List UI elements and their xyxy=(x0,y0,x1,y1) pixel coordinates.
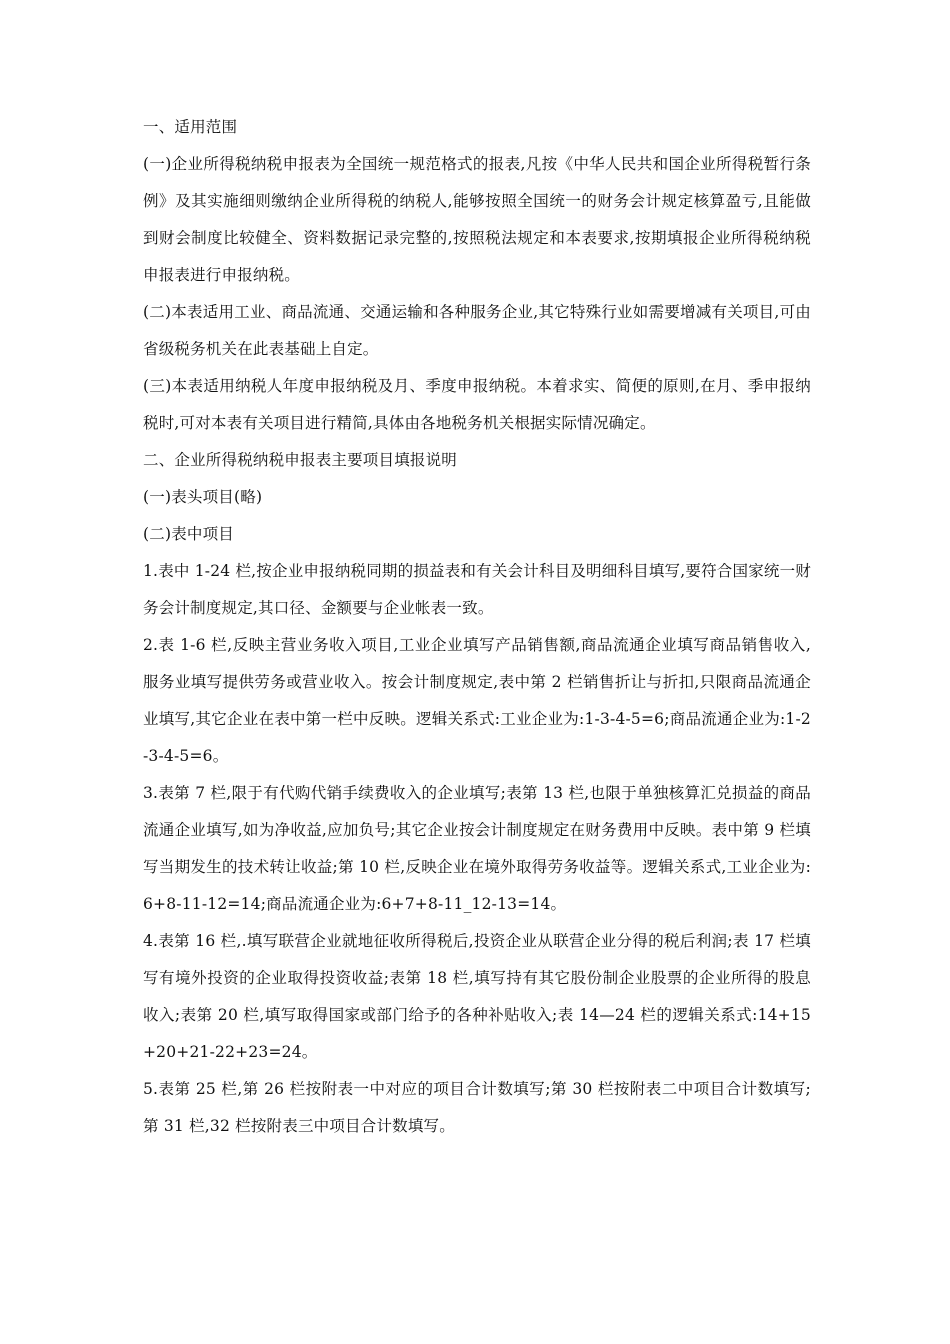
section-heading-scope: 一、适用范围 xyxy=(143,118,238,136)
paragraph-scope-2: (二)本表适用工业、商品流通、交通运输和各种服务企业,其它特殊行业如需要增减有关项目,可由省级税务机关在此表基础上自定。 xyxy=(143,303,811,358)
paragraph-item-1: 1.表中 1-24 栏,按企业申报纳税同期的损益表和有关会计科目及明细科目填写,要符合国家统一财务会计制度规定,其口径、金额要与企业帐表一致。 xyxy=(143,562,811,617)
document-body xyxy=(143,109,811,1145)
paragraph-item-5: 5.表第 25 栏,第 26 栏按附表一中对应的项目合计数填写;第 30 栏按附表二中项目合计数填写;第 31 栏,32 栏按附表三中项目合计数填写。 xyxy=(143,1080,811,1135)
paragraph-item-4: 4.表第 16 栏,.填写联营企业就地征收所得税后,投资企业从联营企业分得的税后利润;表 17 栏填写有境外投资的企业取得投资收益;表第 18 栏,填写持有其它股份制企业股票的企业所得的股息收入;表第 20 栏,填写取得国家或部门给予的各种补贴收入;表 14—24 栏的逻辑关系式:14+15+20+21-22+23=24。 xyxy=(143,932,811,1061)
paragraph-scope-1: (一)企业所得税纳税申报表为全国统一规范格式的报表,凡按《中华人民共和国企业所得税暂行条例》及其实施细则缴纳企业所得税的纳税人,能够按照全国统一的财务会计规定核算盈亏,且能做到财会制度比较健全、资料数据记录完整的,按照税法规定和本表要求,按期填报企业所得税纳税申报表进行申报纳税。 xyxy=(143,155,811,284)
section-heading-instructions: 二、企业所得税纳税申报表主要项目填报说明 xyxy=(143,451,458,469)
paragraph-item-3: 3.表第 7 栏,限于有代购代销手续费收入的企业填写;表第 13 栏,也限于单独核算汇兑损益的商品流通企业填写,如为净收益,应加负号;其它企业按会计制度规定在财务费用中反映。表中第 9 栏填写当期发生的技术转让收益;第 10 栏,反映企业在境外取得劳务收益等。逻辑关系式,工业企业为:6+8-11-12=14;商品流通企业为:6+7+8-11_12-13=14。 xyxy=(143,784,811,913)
paragraph-scope-3: (三)本表适用纳税人年度申报纳税及月、季度申报纳税。本着求实、简便的原则,在月、季申报纳税时,可对本表有关项目进行精简,具体由各地税务机关根据实际情况确定。 xyxy=(143,377,811,432)
paragraph-item-2: 2.表 1-6 栏,反映主营业务收入项目,工业企业填写产品销售额,商品流通企业填写商品销售收入,服务业填写提供劳务或营业收入。按会计制度规定,表中第 2 栏销售折让与折扣,只限商品流通企业填写,其它企业在表中第一栏中反映。逻辑关系式:工业企业为:1-3-4-5=6;商品流通企业为:1-2-3-4-5=6。 xyxy=(143,636,811,765)
subheading-header-items: (一)表头项目(略) xyxy=(143,488,263,506)
subheading-table-items: (二)表中项目 xyxy=(143,525,234,543)
